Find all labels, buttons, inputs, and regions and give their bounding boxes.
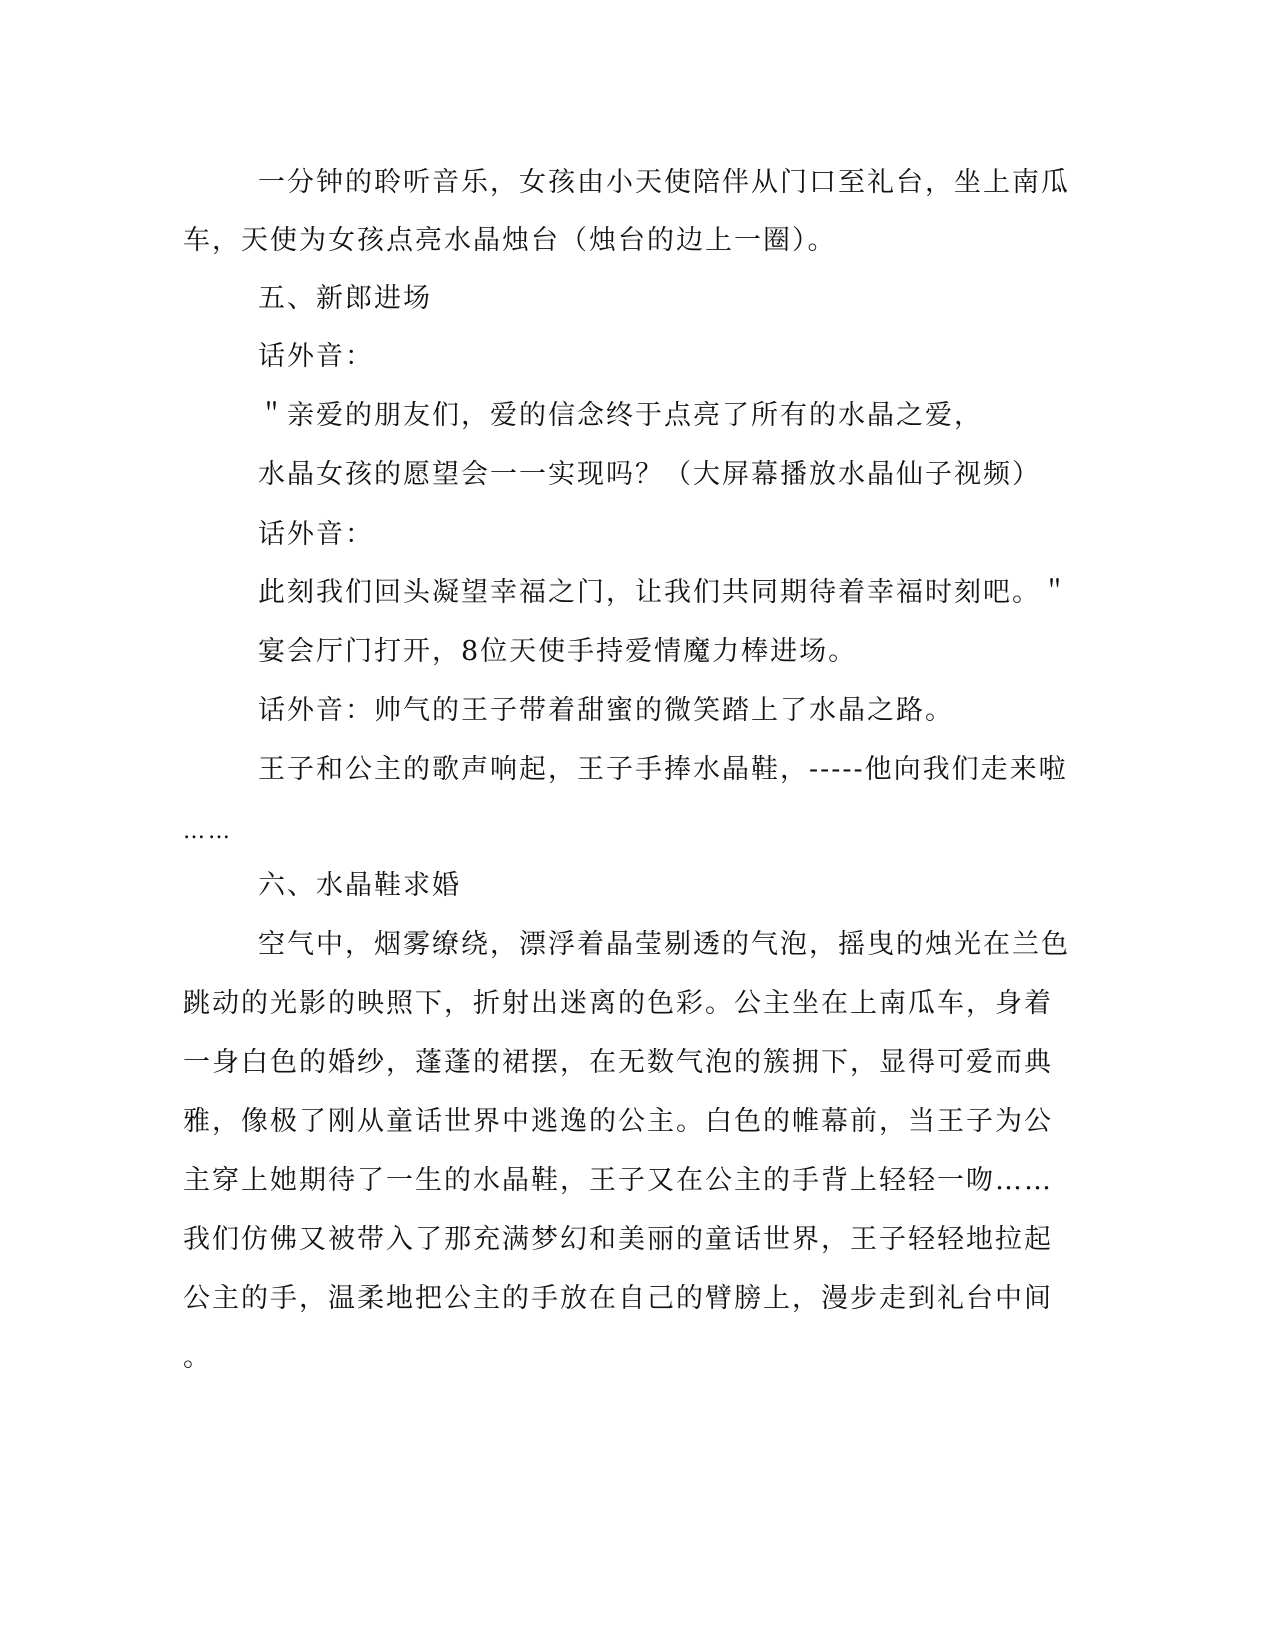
- paragraph-line: 水晶女孩的愿望会一一实现吗？（大屏幕播放水晶仙子视频）: [258, 459, 1041, 490]
- paragraph-line: 主穿上她期待了一生的水晶鞋，王子又在公主的手背上轻轻一吻……: [183, 1165, 1053, 1196]
- paragraph-line: ＂亲爱的朋友们，爱的信念终于点亮了所有的水晶之爱，: [258, 400, 983, 431]
- paragraph-line: 空气中，烟雾缭绕，漂浮着晶莹剔透的气泡，摇曳的烛光在兰色: [258, 929, 1070, 960]
- paragraph-line: 公主的手，温柔地把公主的手放在自己的臂膀上，漫步走到礼台中间: [183, 1283, 1053, 1314]
- paragraph-line: 话外音：: [258, 519, 374, 550]
- section-heading: 五、新郎进场: [258, 283, 432, 314]
- paragraph-line: 跳动的光影的映照下，折射出迷离的色彩。公主坐在上南瓜车，身着: [183, 988, 1053, 1019]
- paragraph-line: 此刻我们回头凝望幸福之门，让我们共同期待着幸福时刻吧。＂: [258, 577, 1070, 608]
- paragraph-line: 王子和公主的歌声响起，王子手捧水晶鞋，-----他向我们走来啦: [258, 754, 1068, 785]
- paragraph-line: 一身白色的婚纱，蓬蓬的裙摆，在无数气泡的簇拥下，显得可爱而典: [183, 1047, 1053, 1078]
- paragraph-line: 一分钟的聆听音乐，女孩由小天使陪伴从门口至礼台，坐上南瓜: [258, 167, 1070, 198]
- ellipsis-line: ……: [183, 819, 233, 844]
- paragraph-line: 我们仿佛又被带入了那充满梦幻和美丽的童话世界，王子轻轻地拉起: [183, 1224, 1053, 1255]
- paragraph-line: 车，天使为女孩点亮水晶烛台（烛台的边上一圈）。: [183, 225, 837, 256]
- paragraph-line: 话外音：: [258, 341, 374, 372]
- paragraph-line: 话外音：帅气的王子带着甜蜜的微笑踏上了水晶之路。: [258, 695, 954, 726]
- paragraph-line: 。: [183, 1342, 212, 1373]
- paragraph-line: 雅，像极了刚从童话世界中逃逸的公主。白色的帷幕前，当王子为公: [183, 1106, 1053, 1137]
- section-heading: 六、水晶鞋求婚: [258, 870, 461, 901]
- paragraph-line: 宴会厅门打开，8位天使手持爱情魔力棒进场。: [258, 636, 858, 667]
